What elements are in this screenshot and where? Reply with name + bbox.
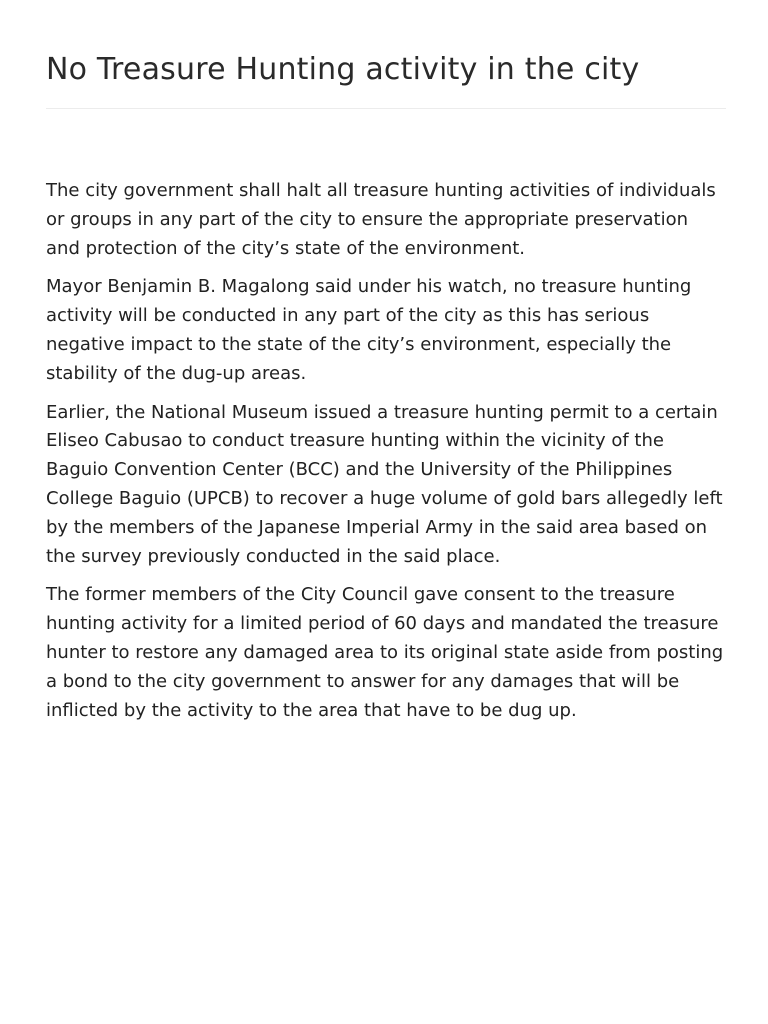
paragraph-3: Earlier, the National Museum issued a treasure hunting permit to a certain Eliseo Cabusao to conduct treasure hunting within the vicinity of the Baguio Convention Center (BCC) and the University of the Philippines College Baguio (UPCB) to recover a huge volume of gold bars allegedly left by the members of the Japanese Imperial Army in the said area based on the survey previously conducted in the said place. [46, 401, 723, 567]
page-title: No Treasure Hunting activity in the city [46, 52, 640, 87]
title-header [46, 0, 726, 109]
paragraph-1: The city government shall halt all treasure hunting activities of individuals or groups in any part of the city to ensure the appropriate preservation and protection of the city’s state of the environment. [46, 180, 716, 259]
paragraph-2: Mayor Benjamin B. Magalong said under his watch, no treasure hunting activity will be conducted in any part of the city as this has serious negative impact to the state of the city’s environment, especially the stability of the dug-up areas. [46, 276, 692, 384]
paragraph-4: The former members of the City Council gave consent to the treasure hunting activity for a limited period of 60 days and mandated the treasure hunter to restore any damaged area to its original state aside from posting a bond to the city government to answer for any damages that will be inflicted by the activity to the area that have to be dug up. [46, 584, 724, 721]
article-body [46, 177, 726, 725]
article [46, 0, 726, 735]
